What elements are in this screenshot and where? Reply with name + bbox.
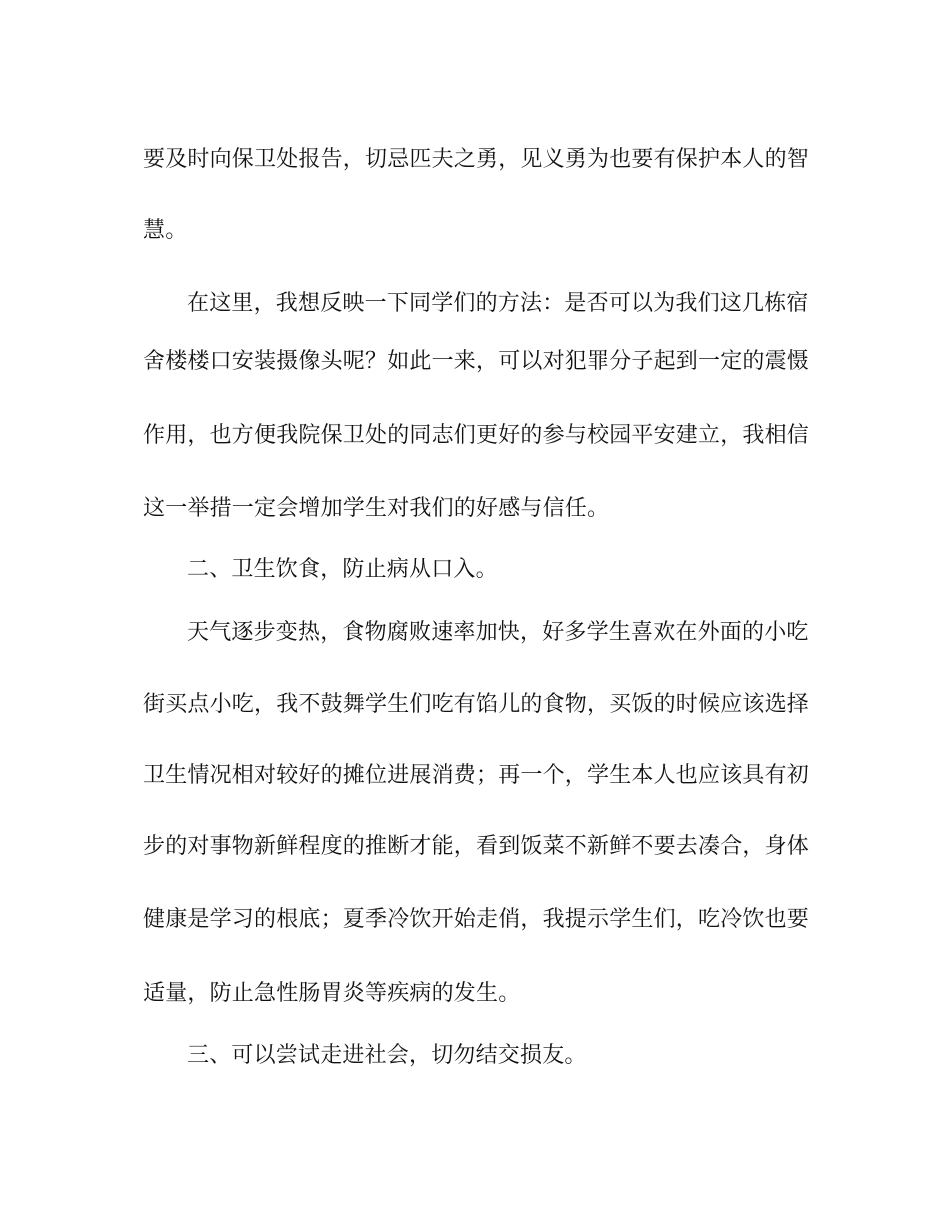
text-line: 要及时向保卫处报告，切忌匹夫之勇，见义勇为也要有保护本人的智 [143,147,810,172]
text-line: 适量，防止急性肠胃炎等疾病的发生。 [143,981,521,1006]
section-heading: 三、可以尝试走进社会，切勿结交损友。 [187,1043,587,1068]
text-line: 健康是学习的根底；夏季冷饮开始走俏，我提示学生们，吃冷饮也要 [143,907,810,932]
paragraph-start-line: 在这里，我想反映一下同学们的方法：是否可以为我们这几栋宿 [187,291,809,316]
text-line: 步的对事物新鲜程度的推断才能，看到饭菜不新鲜不要去凑合，身体 [143,834,810,859]
text-line: 作用，也方便我院保卫处的同志们更好的参与校园平安建立，我相信 [143,423,810,448]
text-line: 这一举措一定会增加学生对我们的好感与信任。 [143,496,610,521]
section-heading: 二、卫生饮食，防止病从口入。 [187,557,498,582]
text-line: 舍楼楼口安装摄像头呢？如此一来，可以对犯罪分子起到一定的震慑 [143,349,810,374]
text-line: 卫生情况相对较好的摊位进展消费；再一个，学生本人也应该具有初 [143,763,810,788]
text-line: 街买点小吃，我不鼓舞学生们吃有馅儿的食物，买饭的时候应该选择 [143,692,810,717]
text-line: 慧。 [143,218,188,243]
paragraph-start-line: 天气逐步变热，食物腐败速率加快，好多学生喜欢在外面的小吃 [187,620,809,645]
